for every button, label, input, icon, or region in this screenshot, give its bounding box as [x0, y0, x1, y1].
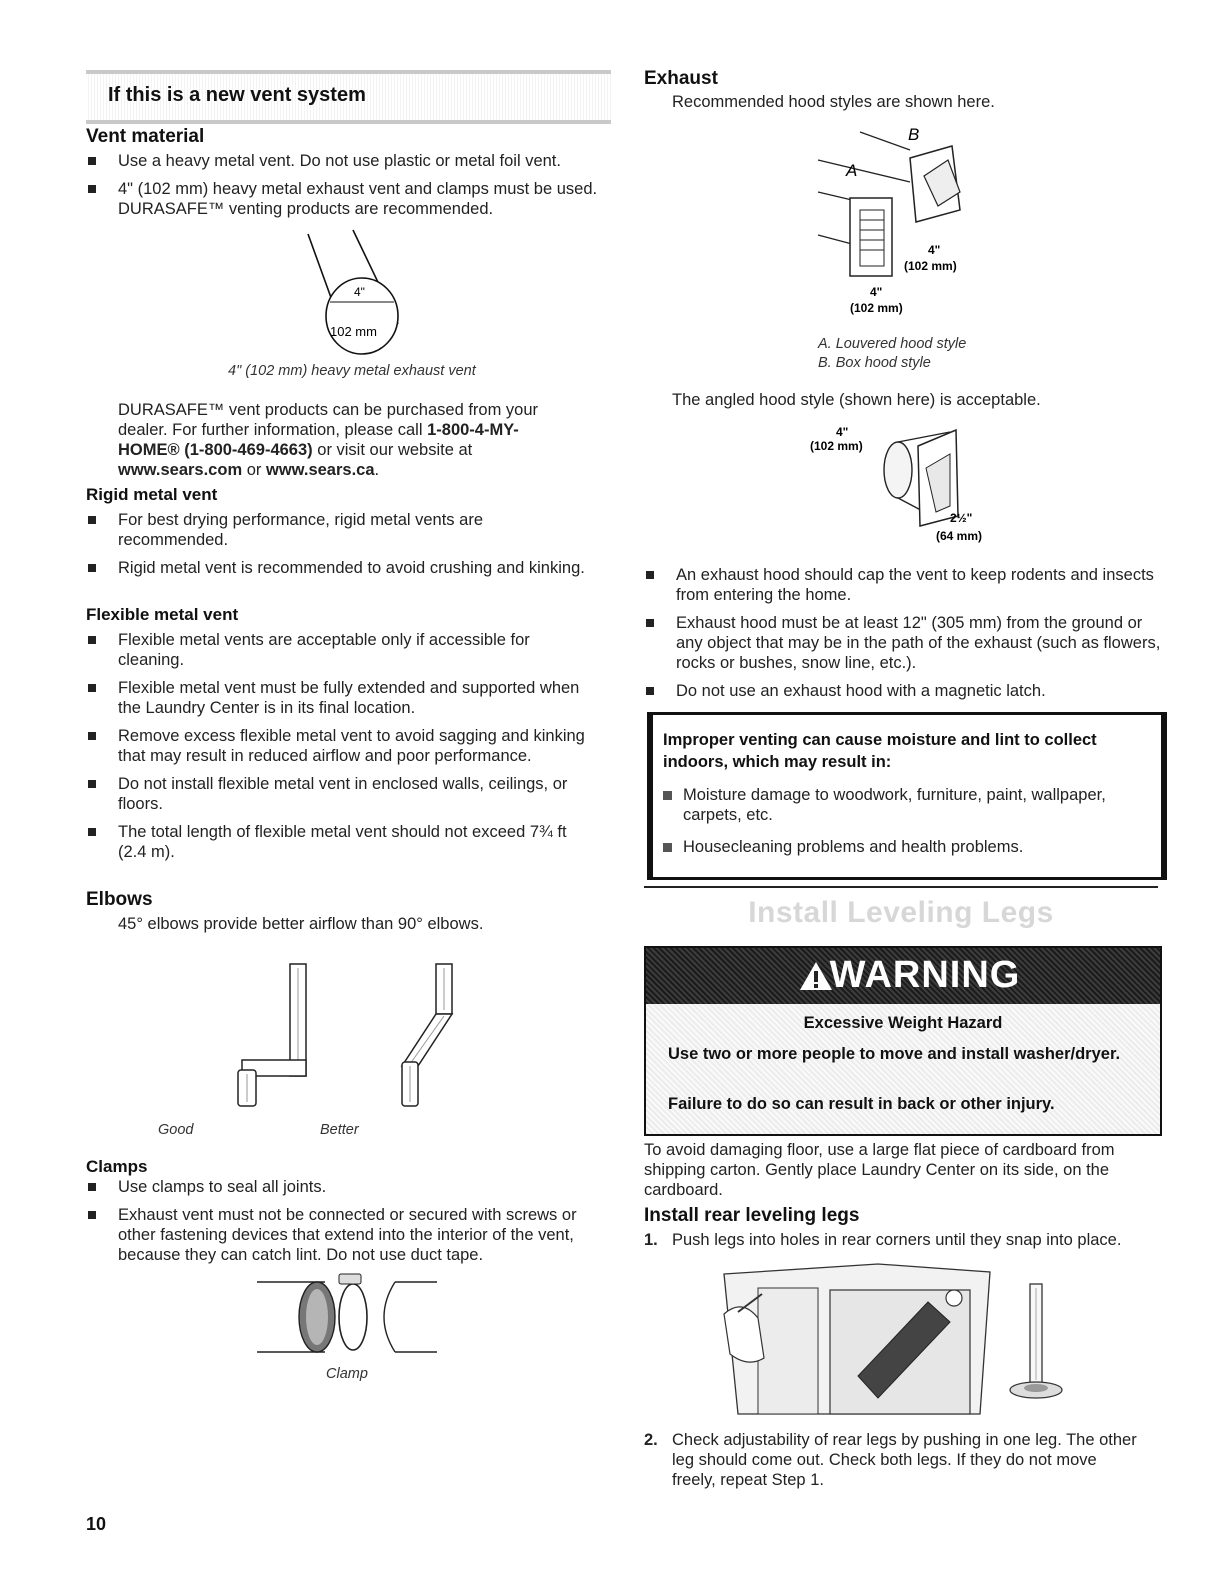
hood-styles-figure [800, 120, 990, 320]
list-item: Flexible metal vents are acceptable only if accessible for cleaning. [86, 630, 596, 670]
vent-material-heading: Vent material [86, 126, 205, 147]
step-2 [644, 1430, 1162, 1492]
durasafe-paragraph: DURASAFE™ vent products can be purchased from your dealer. For further information, please call 1-800-4-MY-HOME® (1-800-469-4663) or visit our website at www.sears.com or www.sears.ca. [118, 401, 539, 479]
phone-number: 1-800-4-MY-HOME® (1-800-469-4663) [118, 421, 519, 459]
caution-heading: Improper venting can cause moisture and lint to collect indoors, which may result in: [663, 731, 1097, 771]
list-item: Housecleaning problems and health problems. [663, 837, 1153, 857]
angled-dim-2: 2½" [950, 511, 973, 525]
clamps-list [86, 1177, 611, 1273]
website-link-sears-ca[interactable]: www.sears.ca [265, 461, 375, 479]
step-1 [644, 1230, 1162, 1252]
section-divider [644, 886, 1158, 888]
bullet-square-icon [88, 1211, 96, 1219]
warning-header [646, 948, 1160, 1004]
bullet-square-icon [88, 516, 96, 524]
list-item: Remove excess flexible metal vent to avoid sagging and kinking that may result in reduced airflow and poor performance. [86, 726, 596, 766]
flexible-vent-heading: Flexible metal vent [86, 605, 239, 624]
list-item: Moisture damage to woodwork, furniture, paint, wallpaper, carpets, etc. [663, 785, 1153, 825]
website-link-sears-com[interactable]: www.sears.com [118, 461, 243, 479]
angled-hood-figure [800, 420, 1000, 550]
heavy-metal-vent-figure [290, 228, 430, 358]
list-item: An exhaust hood should cap the vent to keep rodents and insects from entering the home. [644, 565, 1162, 605]
exhaust-hood-list [644, 565, 1162, 709]
hood-caption-a: A. Louvered hood style [818, 336, 967, 352]
list-item: Do not install flexible metal vent in enclosed walls, ceilings, or floors. [86, 774, 596, 814]
rigid-vent-heading: Rigid metal vent [86, 485, 218, 504]
angled-dim-1: 4" [836, 425, 849, 439]
bullet-square-icon [88, 780, 96, 788]
flexible-vent-list [86, 630, 596, 870]
bullet-square-icon [646, 687, 654, 695]
rigid-vent-list [86, 510, 586, 586]
exhaust-heading: Exhaust [644, 68, 718, 89]
hood-label-a: A [846, 161, 858, 180]
louvered-hood-dim: 4" [870, 285, 883, 299]
clamp-figure [255, 1270, 440, 1366]
list-item: The total length of flexible metal vent should not exceed 7¾ ft (2.4 m). [86, 822, 596, 862]
section-banner [86, 70, 611, 124]
warning-label: WARNING [829, 954, 1021, 996]
warning-subtitle: Excessive Weight Hazard [803, 1014, 1003, 1032]
elbows-text: 45° elbows provide better airflow than 90° elbows. [118, 915, 484, 933]
bullet-square-icon [646, 619, 654, 627]
bullet-square-icon [646, 571, 654, 579]
bullet-square-icon [88, 564, 96, 572]
warning-box [644, 946, 1162, 1136]
bullet-square-icon [663, 843, 672, 852]
venting-caution-box [647, 712, 1167, 880]
warning-line-1: Use two or more people to move and install washer/dryer. [668, 1045, 1121, 1063]
list-item: Do not use an exhaust hood with a magnetic latch. [644, 681, 1162, 701]
elbow-label-better: Better [320, 1122, 359, 1138]
bullet-square-icon [88, 828, 96, 836]
step-text: Push legs into holes in rear corners until they snap into place. [672, 1231, 1122, 1249]
box-hood-dim: 4" [928, 243, 941, 257]
banner-title: If this is a new vent system [108, 84, 366, 106]
clamp-caption: Clamp [326, 1366, 368, 1382]
caution-list [663, 785, 1153, 869]
vent-label-top: 4" [354, 285, 365, 299]
vent-material-list [86, 151, 611, 227]
list-item: Flexible metal vent must be fully extended and supported when the Laundry Center is in its final location. [86, 678, 596, 718]
vent-label-bottom: 102 mm [330, 324, 377, 339]
list-item: Use a heavy metal vent. Do not use plastic or metal foil vent. [86, 151, 611, 171]
elbows-figure [220, 958, 470, 1113]
louvered-hood-dim-mm: (102 mm) [850, 301, 903, 315]
vent-figure-caption: 4" (102 mm) heavy metal exhaust vent [228, 363, 476, 379]
hood-label-b: B [908, 125, 920, 144]
box-hood-dim-mm: (102 mm) [904, 259, 957, 273]
list-item: For best drying performance, rigid metal vents are recommended. [86, 510, 586, 550]
list-item: Use clamps to seal all joints. [86, 1177, 611, 1197]
elbows-heading: Elbows [86, 889, 153, 910]
install-leveling-legs-title: Install Leveling Legs [748, 896, 1054, 929]
rear-legs-heading: Install rear leveling legs [644, 1205, 860, 1226]
bullet-square-icon [88, 1183, 96, 1191]
bullet-square-icon [88, 157, 96, 165]
hood-caption-b: B. Box hood style [818, 355, 931, 371]
exhaust-text: Recommended hood styles are shown here. [672, 93, 995, 111]
elbow-label-good: Good [158, 1122, 194, 1138]
page-number: 10 [86, 1514, 107, 1534]
angled-dim-1-mm: (102 mm) [810, 439, 863, 453]
bullet-square-icon [88, 636, 96, 644]
angled-dim-2-mm: (64 mm) [936, 529, 983, 543]
clamps-heading: Clamps [86, 1157, 148, 1176]
leveling-legs-figure [718, 1258, 1068, 1418]
list-item: Rigid metal vent is recommended to avoid crushing and kinking. [86, 558, 586, 578]
bullet-square-icon [88, 732, 96, 740]
list-item: 4" (102 mm) heavy metal exhaust vent and clamps must be used. DURASAFE™ venting products are recommended. [86, 179, 611, 219]
angled-hood-text: The angled hood style (shown here) is acceptable. [672, 391, 1041, 409]
bullet-square-icon [88, 684, 96, 692]
step-text: Check adjustability of rear legs by pushing in one leg. The other leg should come out. Check both legs. If they do not move freely, repeat Step 1. [672, 1431, 1137, 1489]
bullet-square-icon [88, 185, 96, 193]
step-number: 1. [644, 1231, 658, 1249]
warning-line-2: Failure to do so can result in back or other injury. [668, 1095, 1055, 1113]
list-item: Exhaust vent must not be connected or secured with screws or other fastening devices that extend into the interior of the vent, because they can catch lint. Do not use duct tape. [86, 1205, 611, 1265]
step-number: 2. [644, 1431, 658, 1449]
bullet-square-icon [663, 791, 672, 800]
cardboard-text: To avoid damaging floor, use a large flat piece of cardboard from shipping carton. Gently place Laundry Center on its side, on the cardboard. [644, 1141, 1115, 1199]
list-item: Exhaust hood must be at least 12" (305 mm) from the ground or any object that may be in the path of the exhaust (such as flowers, rocks or bushes, snow line, etc.). [644, 613, 1162, 673]
